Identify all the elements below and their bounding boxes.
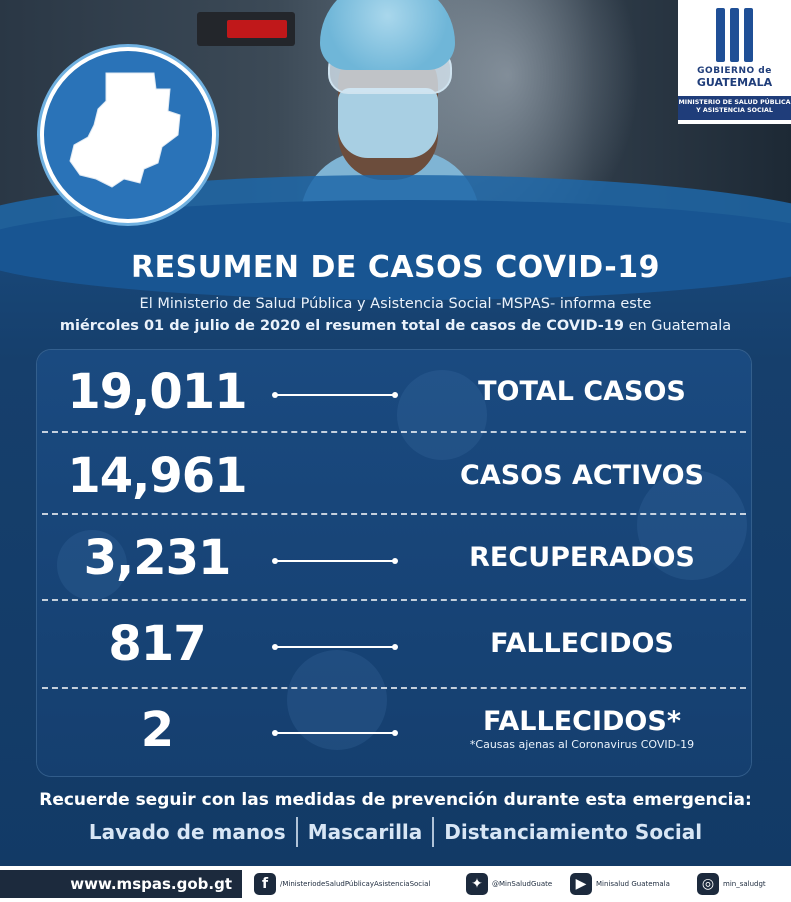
stat-row-deceased <box>37 602 751 688</box>
separator <box>432 817 434 847</box>
stat-note: *Causas ajenas al Coronavirus COVID-19 <box>469 738 695 751</box>
logo-ministry: MINISTERIO DE SALUD PÚBLICA Y ASISTENCIA SOCIAL <box>678 96 791 120</box>
stat-value: 2 <box>140 702 174 758</box>
instagram-handle: min_saludgt <box>723 880 766 888</box>
twitter-link[interactable] <box>466 872 552 896</box>
divider <box>42 513 746 515</box>
connector-line <box>275 560 395 562</box>
stat-label: RECUPERADOS <box>469 542 695 573</box>
twitter-icon: ✦ <box>466 873 488 895</box>
connector-line <box>275 394 395 396</box>
logo-line-1: GOBIERNO de <box>697 66 772 76</box>
intro-location: en Guatemala <box>623 318 732 334</box>
logo-line-2: GUATEMALA <box>696 76 773 89</box>
twitter-handle: @MinSaludGuate <box>492 880 553 888</box>
stat-row-deceased-other <box>37 688 751 774</box>
stat-row-total <box>37 350 751 436</box>
stat-label: TOTAL CASOS <box>478 376 686 407</box>
page-title: RESUMEN DE CASOS COVID-19 <box>131 250 660 285</box>
intro-line-1: El Ministerio de Salud Pública y Asistencia Social -MSPAS- informa este <box>139 296 652 312</box>
website-link[interactable]: www.mspas.gob.gt <box>0 870 242 898</box>
stat-value: 14,961 <box>67 448 247 504</box>
stat-label: FALLECIDOS <box>490 628 674 659</box>
stat-row-active <box>37 434 751 520</box>
separator <box>296 817 298 847</box>
measure-distancing: Distanciamiento Social <box>444 820 703 844</box>
stat-label: CASOS ACTIVOS <box>460 460 704 491</box>
connector-line <box>275 646 395 648</box>
government-logo <box>678 0 791 124</box>
prevention-reminder: Recuerde seguir con las medidas de prevención durante esta emergencia: <box>39 790 752 810</box>
prevention-measures <box>40 815 751 849</box>
stats-panel <box>37 350 751 776</box>
instagram-icon: ◎ <box>697 873 719 895</box>
intro-date: miércoles 01 de julio de 2020 el resumen total de casos de COVID-19 <box>59 318 624 334</box>
stat-label: FALLECIDOS* <box>483 706 681 737</box>
youtube-icon: ▶ <box>570 873 592 895</box>
intro-line-2 <box>0 318 791 334</box>
divider <box>42 599 746 601</box>
measure-mask: Mascarilla <box>307 820 423 844</box>
divider <box>42 431 746 433</box>
instagram-link[interactable] <box>697 872 766 896</box>
footer <box>0 866 791 902</box>
stat-value: 19,011 <box>67 364 247 420</box>
stat-value: 3,231 <box>83 530 231 586</box>
facebook-link[interactable] <box>254 872 430 896</box>
stat-row-recovered <box>37 516 751 602</box>
youtube-link[interactable] <box>570 872 670 896</box>
facebook-handle: /MinisteriodeSaludPúblicayAsistenciaSocial <box>280 880 431 888</box>
measure-handwashing: Lavado de manos <box>88 820 286 844</box>
connector-line <box>275 732 395 734</box>
guatemala-map-icon <box>40 47 216 223</box>
youtube-handle: Minisalud Guatemala <box>596 880 670 888</box>
facebook-icon: f <box>254 873 276 895</box>
wall-clock <box>197 12 295 46</box>
stat-value: 817 <box>108 616 206 672</box>
